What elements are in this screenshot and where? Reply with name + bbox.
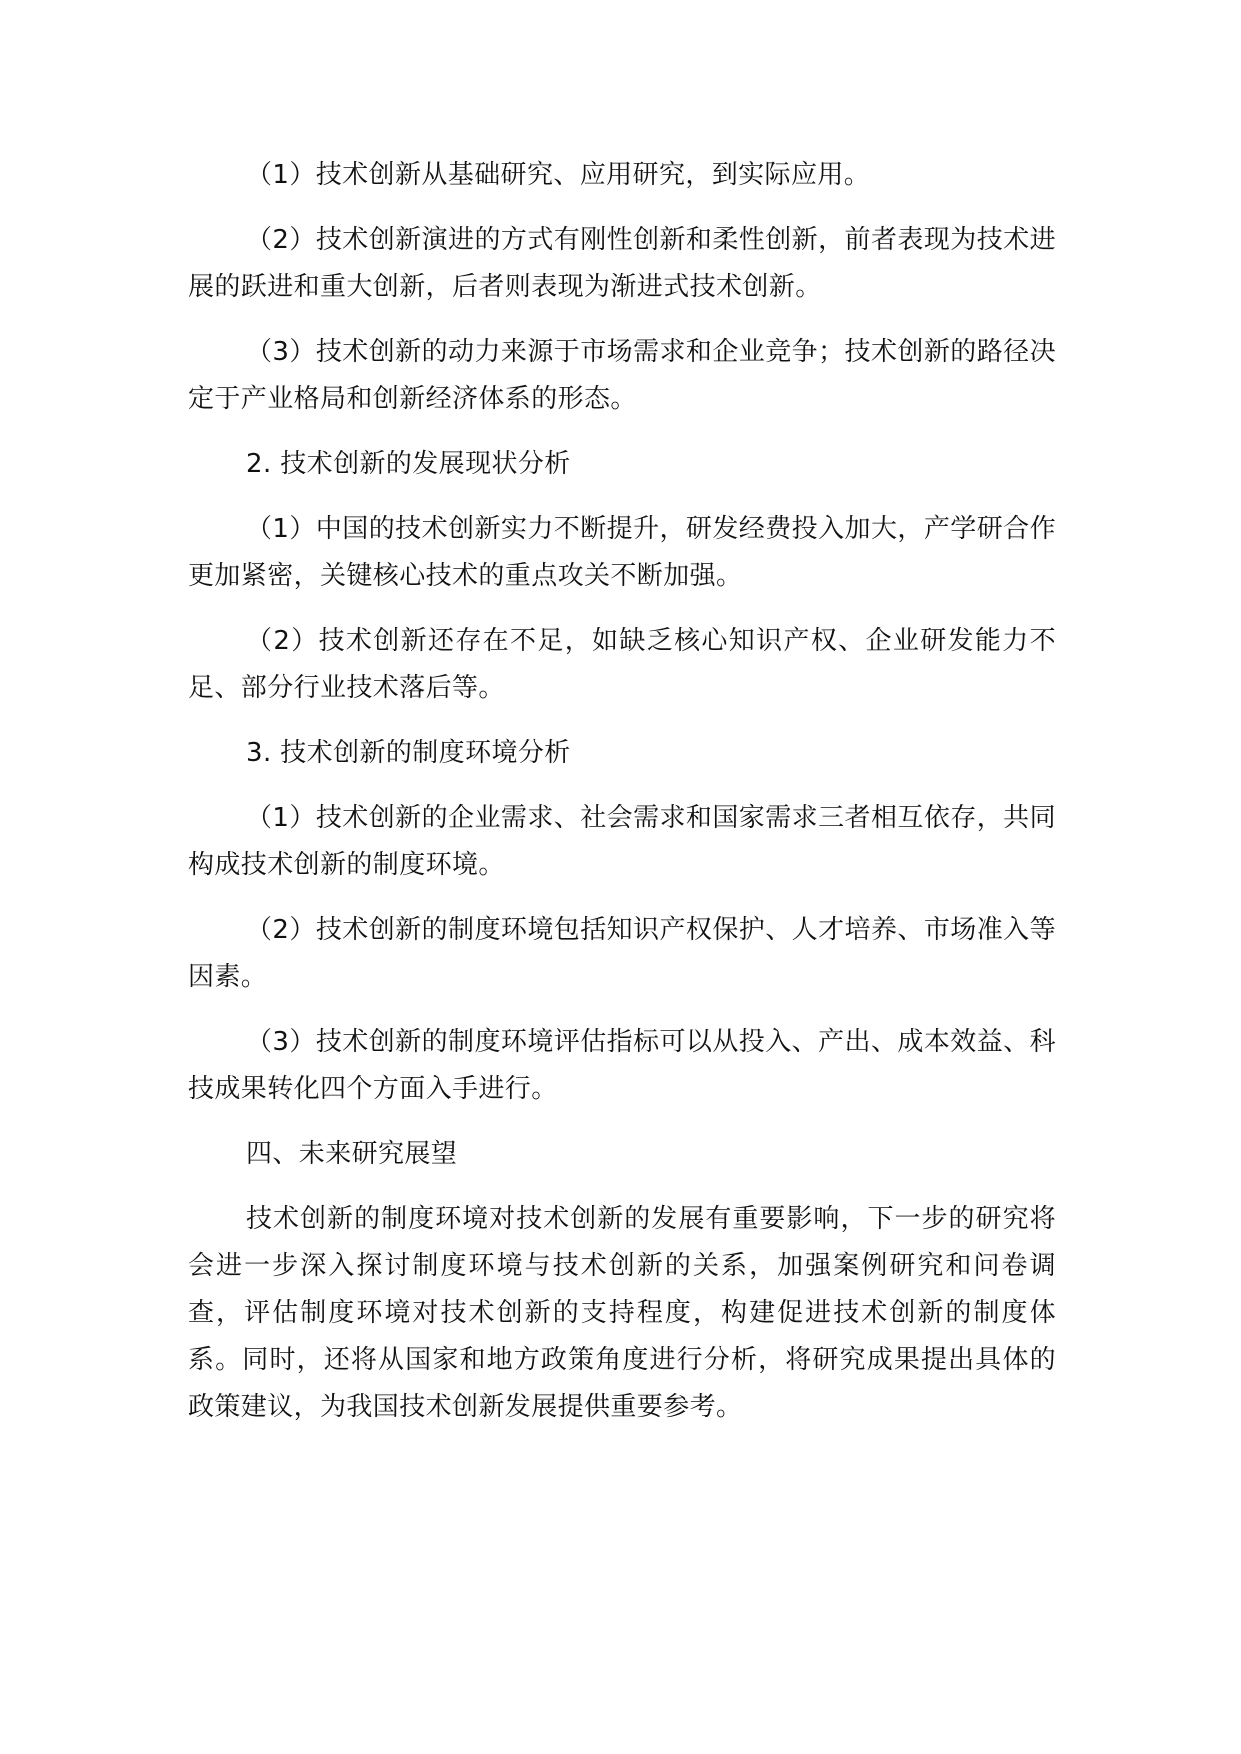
paragraph-5: （2）技术创新还存在不足，如缺乏核心知识产权、企业研发能力不足、部分行业技术落后等。: [188, 626, 1056, 703]
paragraph-9: 技术创新的制度环境对技术创新的发展有重要影响，下一步的研究将会进一步深入探讨制度环境与技术创新的关系，加强案例研究和问卷调查，评估制度环境对技术创新的支持程度，构建促进技术创新的制度体系。同时，还将从国家和地方政策角度进行分析，将研究成果提出具体的政策建议，为我国技术创新发展提供重要参考。: [188, 1204, 1056, 1422]
paragraph-4: （1）中国的技术创新实力不断提升，研发经费投入加大，产学研合作更加紧密，关键核心技术的重点攻关不断加强。: [188, 514, 1056, 591]
section-heading-2: 2. 技术创新的发展现状分析: [246, 449, 571, 479]
paragraph-2: （2）技术创新演进的方式有刚性创新和柔性创新，前者表现为技术进展的跃进和重大创新，后者则表现为渐进式技术创新。: [188, 225, 1056, 302]
paragraph-3: （3）技术创新的动力来源于市场需求和企业竞争；技术创新的路径决定于产业格局和创新经济体系的形态。: [188, 337, 1056, 414]
section-heading-3: 3. 技术创新的制度环境分析: [246, 738, 571, 768]
paragraph-1: （1）技术创新从基础研究、应用研究，到实际应用。: [246, 160, 871, 190]
section-heading-4: 四、未来研究展望: [246, 1139, 458, 1169]
paragraph-6: （1）技术创新的企业需求、社会需求和国家需求三者相互依存，共同构成技术创新的制度环境。: [188, 803, 1056, 880]
paragraph-8: （3）技术创新的制度环境评估指标可以从投入、产出、成本效益、科技成果转化四个方面入手进行。: [188, 1027, 1056, 1104]
paragraph-7: （2）技术创新的制度环境包括知识产权保护、人才培养、市场准入等因素。: [188, 915, 1056, 992]
document-body: [188, 152, 1056, 1449]
